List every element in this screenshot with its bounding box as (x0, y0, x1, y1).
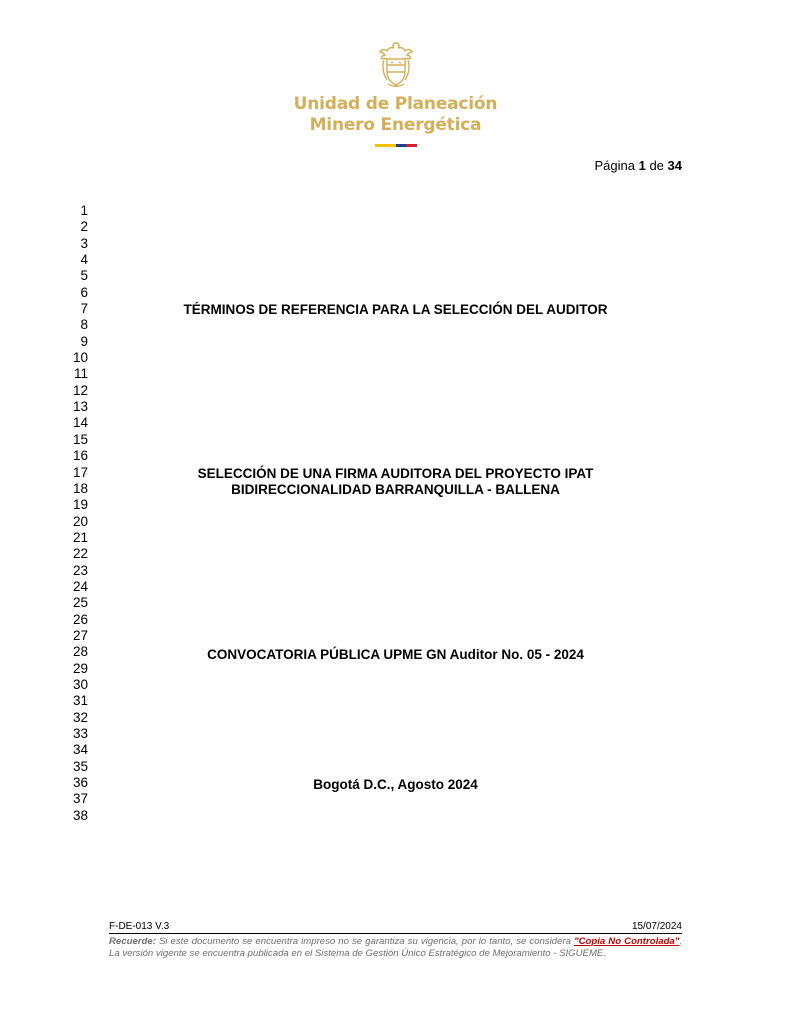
line-number: 18 (72, 480, 88, 496)
logo-text-line2: Minero Energética (309, 115, 482, 135)
line-number: 11 (73, 366, 88, 382)
line-number: 21 (72, 529, 88, 545)
line-number: 16 (72, 448, 88, 464)
line-number: 10 (72, 350, 88, 366)
flag-red (406, 144, 417, 147)
project-title-line2: BIDIRECCIONALIDAD BARRANQUILLA - BALLENA (231, 482, 560, 497)
line-number: 4 (80, 252, 88, 268)
page-number-current: 1 (638, 158, 646, 173)
line-number: 1 (80, 203, 88, 218)
line-number: 20 (72, 513, 88, 529)
line-number: 30 (72, 676, 88, 692)
line-number: 35 (72, 758, 88, 774)
line-number: 37 (72, 791, 88, 807)
flag-bar (375, 144, 417, 147)
page-number-total: 34 (667, 158, 682, 173)
flag-yellow (375, 144, 396, 147)
line-number: 9 (80, 333, 88, 349)
line-number: 5 (80, 268, 88, 284)
line-number: 25 (72, 595, 88, 611)
line-number: 14 (72, 415, 88, 431)
line-number: 36 (72, 775, 88, 791)
header-logo (0, 40, 791, 147)
document-title: TÉRMINOS DE REFERENCIA PARA LA SELECCIÓN DEL AUDITOR (183, 302, 608, 317)
project-title-line1: SELECCIÓN DE UNA FIRMA AUDITORA DEL PROYECTO IPAT (197, 466, 594, 481)
page-number-separator: de (649, 158, 664, 173)
line-number: 12 (72, 382, 88, 398)
line-numbers (40, 203, 88, 824)
logo-text-line1: Unidad de Planeación (293, 94, 498, 114)
line-number: 31 (72, 693, 88, 709)
line-number: 26 (72, 611, 88, 627)
line-number: 7 (80, 301, 88, 317)
line-number: 17 (72, 464, 88, 480)
line-number: 2 (80, 219, 88, 235)
line-number: 22 (72, 546, 88, 562)
footer-note-label: Recuerde: (109, 936, 156, 947)
line-number: 8 (80, 317, 88, 333)
line-number: 32 (72, 709, 88, 725)
place-date: Bogotá D.C., Agosto 2024 (313, 777, 478, 792)
line-number: 23 (72, 562, 88, 578)
footer-note-highlight: "Copia No Controlada" (574, 936, 680, 947)
convocatoria-title: CONVOCATORIA PÚBLICA UPME GN Auditor No. 05 - 2024 (207, 647, 584, 662)
line-number: 27 (72, 627, 88, 643)
line-number: 34 (72, 742, 88, 758)
footer-note (109, 936, 682, 959)
line-number: 33 (72, 726, 88, 741)
footer-divider (109, 933, 682, 934)
line-number: 3 (80, 235, 88, 251)
line-number: 6 (80, 284, 88, 300)
line-number: 19 (72, 497, 88, 513)
line-number: 24 (72, 578, 88, 594)
footer-note-text2: . La versión vigente se encuentra publicada en el Sistema de Gestión Único Estratégico de Mejoramiento - SIGUEME. (109, 936, 682, 959)
line-number: 13 (72, 399, 88, 415)
page-number (594, 158, 682, 173)
line-number: 28 (72, 644, 88, 660)
line-number: 15 (72, 431, 88, 447)
colombia-coat-of-arms-icon (374, 40, 418, 90)
footer-meta (109, 921, 682, 933)
line-number: 29 (72, 660, 88, 676)
flag-blue (396, 144, 407, 147)
page-number-prefix: Página (594, 158, 635, 173)
footer-note-text1: Si este documento se encuentra impreso no se garantiza su vigencia, por lo tanto, se considera (155, 936, 575, 947)
footer-code: F-DE-013 V.3 (109, 921, 170, 932)
footer-date: 15/07/2024 (631, 921, 682, 932)
line-number: 38 (72, 807, 88, 823)
